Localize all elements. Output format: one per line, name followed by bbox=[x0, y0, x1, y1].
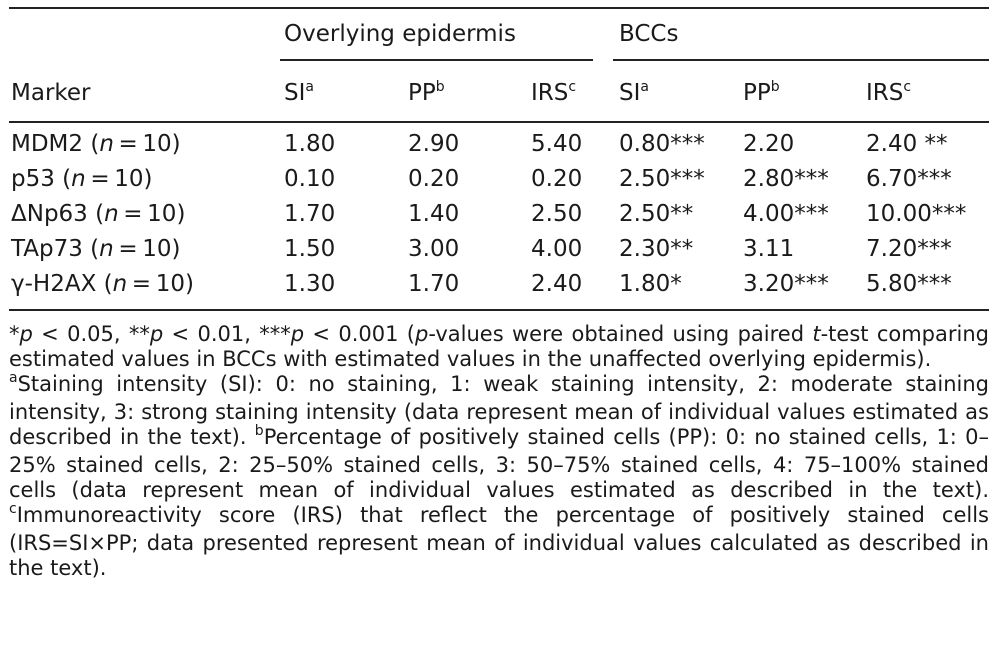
table-cell: 3.11 bbox=[743, 236, 795, 262]
table-cell: 4.00*** bbox=[743, 201, 829, 227]
table-cell: 5.80*** bbox=[866, 271, 952, 297]
table-cell: 3.00 bbox=[408, 236, 460, 262]
table-cell: 0.20 bbox=[531, 166, 583, 192]
group-rule-epidermis bbox=[280, 59, 593, 61]
table-cell: 2.40 bbox=[531, 271, 583, 297]
col-header-marker: Marker bbox=[11, 80, 91, 106]
table-cell: 1.30 bbox=[284, 271, 336, 297]
row-label: MDM2 (n = 10) bbox=[11, 131, 181, 157]
table-cell: 3.20*** bbox=[743, 271, 829, 297]
table-cell: 2.50** bbox=[619, 201, 694, 227]
sub-header-pp-bccs: $PP^b$ bbox=[743, 79, 780, 106]
footnote-significance: *p < 0.05, **p < 0.01, ***p < 0.001 (p-values were obtained using paired t-test comparing estimated values in BCCs with estimated values in the unaffected overlying epidermis). bbox=[9, 322, 989, 371]
table-cell: 7.20*** bbox=[866, 236, 952, 262]
table-cell: 2.30** bbox=[619, 236, 694, 262]
table-cell: 1.40 bbox=[408, 201, 460, 227]
group-header-epidermis: Overlying epidermis bbox=[284, 21, 516, 47]
table-cell: 2.50*** bbox=[619, 166, 705, 192]
table-cell: 4.00 bbox=[531, 236, 583, 262]
sub-header-si-bccs: $SI^a$ bbox=[619, 79, 649, 106]
table-cell: 2.80*** bbox=[743, 166, 829, 192]
table-cell: 1.70 bbox=[408, 271, 460, 297]
table-cell: 1.50 bbox=[284, 236, 336, 262]
footnote-c-marker: c bbox=[9, 501, 17, 517]
row-label: p53 (n = 10) bbox=[11, 166, 153, 192]
table-cell: 0.10 bbox=[284, 166, 336, 192]
table-cell: 1.80* bbox=[619, 271, 682, 297]
sub-header-irs-epidermis: IRS$^c$ bbox=[531, 79, 577, 106]
sub-header-pp-epidermis: $PP^b$ bbox=[408, 79, 445, 106]
table-cell: 10.00*** bbox=[866, 201, 967, 227]
footnote-abc bbox=[9, 372, 989, 581]
header-bottom-rule bbox=[9, 121, 989, 123]
group-rule-bccs bbox=[613, 59, 989, 61]
table-cell: 1.70 bbox=[284, 201, 336, 227]
footnote-a-marker: a bbox=[9, 370, 18, 386]
table-top-rule bbox=[9, 7, 989, 9]
table-cell: 2.50 bbox=[531, 201, 583, 227]
footnote-a-text: Staining intensity (SI): 0: no staining, 1: weak staining intensity, 2: moderate staining intensity, 3: strong staining intensity (data represent mean of individual values estimated as described in the text). bbox=[9, 372, 989, 449]
group-header-bccs: BCCs bbox=[619, 21, 679, 47]
table-cell: 2.20 bbox=[743, 131, 795, 157]
table-cell: 0.20 bbox=[408, 166, 460, 192]
footnote-b-text: Percentage of positively stained cells (PP): 0: no stained cells, 1: 0–25% stained cells, 2: 25–50% stained cells, 3: 50–75% stained cells, 4: 75–100% stained cells (data represent mean of individual values estimated as described in the text). bbox=[9, 425, 990, 502]
footnote-b-marker: b bbox=[254, 423, 264, 439]
table-cell: 2.90 bbox=[408, 131, 460, 157]
sub-header-si-epidermis: $SI^a$ bbox=[284, 79, 314, 106]
table-cell: 2.40 ** bbox=[866, 131, 948, 157]
row-label: TAp73 (n = 10) bbox=[11, 236, 181, 262]
table-cell: 5.40 bbox=[531, 131, 583, 157]
row-label: ΔNp63 (n = 10) bbox=[11, 201, 186, 227]
table-cell: 1.80 bbox=[284, 131, 336, 157]
footnote-c-text: Immunoreactivity score (IRS) that reflect the percentage of positively stained cells (IRS=SI×PP; data presented represent mean of individual values calculated as described in the text). bbox=[9, 503, 989, 580]
table-bottom-rule bbox=[9, 309, 989, 311]
table-cell: 0.80*** bbox=[619, 131, 705, 157]
table-footnotes bbox=[9, 322, 989, 581]
table-cell: 6.70*** bbox=[866, 166, 952, 192]
sub-header-irs-bccs: IRS$^c$ bbox=[866, 79, 912, 106]
row-label: γ-H2AX (n = 10) bbox=[11, 271, 194, 297]
